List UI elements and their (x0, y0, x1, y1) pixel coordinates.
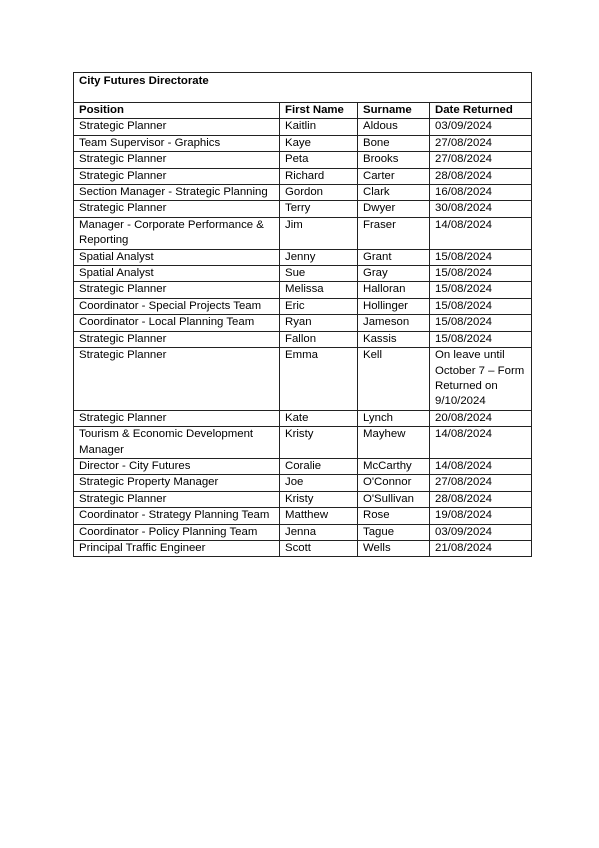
cell-first-name: Richard (280, 168, 358, 184)
cell-date-returned: 27/08/2024 (430, 135, 532, 151)
cell-surname: Rose (358, 508, 430, 524)
cell-first-name: Matthew (280, 508, 358, 524)
cell-surname: Mayhew (358, 427, 430, 459)
cell-surname: O'Connor (358, 475, 430, 491)
cell-position: Principal Traffic Engineer (74, 540, 280, 556)
cell-first-name: Emma (280, 348, 358, 411)
cell-position: Strategic Planner (74, 491, 280, 507)
cell-position: Spatial Analyst (74, 266, 280, 282)
cell-first-name: Kate (280, 410, 358, 426)
cell-surname: Brooks (358, 152, 430, 168)
cell-surname: Jameson (358, 315, 430, 331)
cell-date-returned: 15/08/2024 (430, 315, 532, 331)
cell-surname: Aldous (358, 119, 430, 135)
cell-first-name: Jenny (280, 249, 358, 265)
cell-surname: Kell (358, 348, 430, 411)
cell-surname: Halloran (358, 282, 430, 298)
header-position: Position (74, 103, 280, 119)
cell-date-returned: 20/08/2024 (430, 410, 532, 426)
cell-surname: Lynch (358, 410, 430, 426)
table-row (74, 282, 532, 298)
cell-first-name: Fallon (280, 331, 358, 347)
table-row (74, 185, 532, 201)
table-row (74, 201, 532, 217)
table-row (74, 458, 532, 474)
cell-surname: O'Sullivan (358, 491, 430, 507)
cell-first-name: Peta (280, 152, 358, 168)
cell-first-name: Jim (280, 217, 358, 249)
cell-position: Coordinator - Local Planning Team (74, 315, 280, 331)
cell-surname: Wells (358, 540, 430, 556)
table-row (74, 266, 532, 282)
table-row (74, 475, 532, 491)
cell-date-returned: 14/08/2024 (430, 458, 532, 474)
cell-date-returned: 15/08/2024 (430, 298, 532, 314)
cell-surname: Gray (358, 266, 430, 282)
cell-date-returned: 27/08/2024 (430, 152, 532, 168)
cell-first-name: Kaye (280, 135, 358, 151)
table-row (74, 119, 532, 135)
cell-first-name: Scott (280, 540, 358, 556)
cell-surname: Tague (358, 524, 430, 540)
cell-first-name: Ryan (280, 315, 358, 331)
table-row (74, 348, 532, 411)
cell-first-name: Eric (280, 298, 358, 314)
table-header-row (74, 103, 532, 119)
table-row (74, 298, 532, 314)
cell-first-name: Jenna (280, 524, 358, 540)
cell-position: Tourism & Economic Development Manager (74, 427, 280, 459)
cell-date-returned: 21/08/2024 (430, 540, 532, 556)
table-row (74, 508, 532, 524)
table-row (74, 152, 532, 168)
table-body (74, 119, 532, 557)
cell-date-returned: 15/08/2024 (430, 331, 532, 347)
cell-date-returned: 03/09/2024 (430, 524, 532, 540)
cell-date-returned: 14/08/2024 (430, 427, 532, 459)
cell-first-name: Sue (280, 266, 358, 282)
cell-first-name: Gordon (280, 185, 358, 201)
cell-first-name: Kristy (280, 427, 358, 459)
table-row (74, 410, 532, 426)
cell-surname: Kassis (358, 331, 430, 347)
cell-surname: Carter (358, 168, 430, 184)
cell-surname: Fraser (358, 217, 430, 249)
cell-surname: Bone (358, 135, 430, 151)
table-title: City Futures Directorate (74, 73, 532, 103)
cell-surname: McCarthy (358, 458, 430, 474)
cell-first-name: Kristy (280, 491, 358, 507)
cell-date-returned: On leave until October 7 – Form Returned on 9/10/2024 (430, 348, 532, 411)
cell-date-returned: 28/08/2024 (430, 168, 532, 184)
cell-surname: Dwyer (358, 201, 430, 217)
table-row (74, 217, 532, 249)
cell-surname: Grant (358, 249, 430, 265)
cell-position: Section Manager - Strategic Planning (74, 185, 280, 201)
cell-first-name: Joe (280, 475, 358, 491)
cell-date-returned: 15/08/2024 (430, 266, 532, 282)
cell-date-returned: 30/08/2024 (430, 201, 532, 217)
cell-date-returned: 19/08/2024 (430, 508, 532, 524)
cell-date-returned: 14/08/2024 (430, 217, 532, 249)
cell-position: Strategic Planner (74, 119, 280, 135)
header-first-name: First Name (280, 103, 358, 119)
table-row (74, 427, 532, 459)
cell-position: Strategic Planner (74, 410, 280, 426)
directorate-table (73, 72, 532, 557)
table-row (74, 249, 532, 265)
cell-position: Spatial Analyst (74, 249, 280, 265)
cell-surname: Hollinger (358, 298, 430, 314)
header-date-returned: Date Returned (430, 103, 532, 119)
cell-date-returned: 15/08/2024 (430, 249, 532, 265)
table-row (74, 315, 532, 331)
cell-position: Strategic Planner (74, 348, 280, 411)
cell-position: Director - City Futures (74, 458, 280, 474)
cell-position: Strategic Planner (74, 282, 280, 298)
header-surname: Surname (358, 103, 430, 119)
cell-position: Strategic Planner (74, 152, 280, 168)
cell-position: Strategic Planner (74, 168, 280, 184)
cell-position: Team Supervisor - Graphics (74, 135, 280, 151)
cell-date-returned: 16/08/2024 (430, 185, 532, 201)
table-row (74, 135, 532, 151)
table-title-row (74, 73, 532, 103)
table-row (74, 331, 532, 347)
table-row (74, 540, 532, 556)
cell-date-returned: 27/08/2024 (430, 475, 532, 491)
cell-position: Coordinator - Policy Planning Team (74, 524, 280, 540)
cell-position: Strategic Planner (74, 201, 280, 217)
cell-date-returned: 03/09/2024 (430, 119, 532, 135)
cell-position: Strategic Planner (74, 331, 280, 347)
cell-first-name: Terry (280, 201, 358, 217)
cell-position: Coordinator - Special Projects Team (74, 298, 280, 314)
table-row (74, 524, 532, 540)
cell-date-returned: 15/08/2024 (430, 282, 532, 298)
cell-first-name: Melissa (280, 282, 358, 298)
cell-position: Strategic Property Manager (74, 475, 280, 491)
cell-position: Coordinator - Strategy Planning Team (74, 508, 280, 524)
cell-date-returned: 28/08/2024 (430, 491, 532, 507)
cell-surname: Clark (358, 185, 430, 201)
cell-first-name: Kaitlin (280, 119, 358, 135)
table-row (74, 491, 532, 507)
cell-first-name: Coralie (280, 458, 358, 474)
cell-position: Manager - Corporate Performance & Reporting (74, 217, 280, 249)
table-row (74, 168, 532, 184)
